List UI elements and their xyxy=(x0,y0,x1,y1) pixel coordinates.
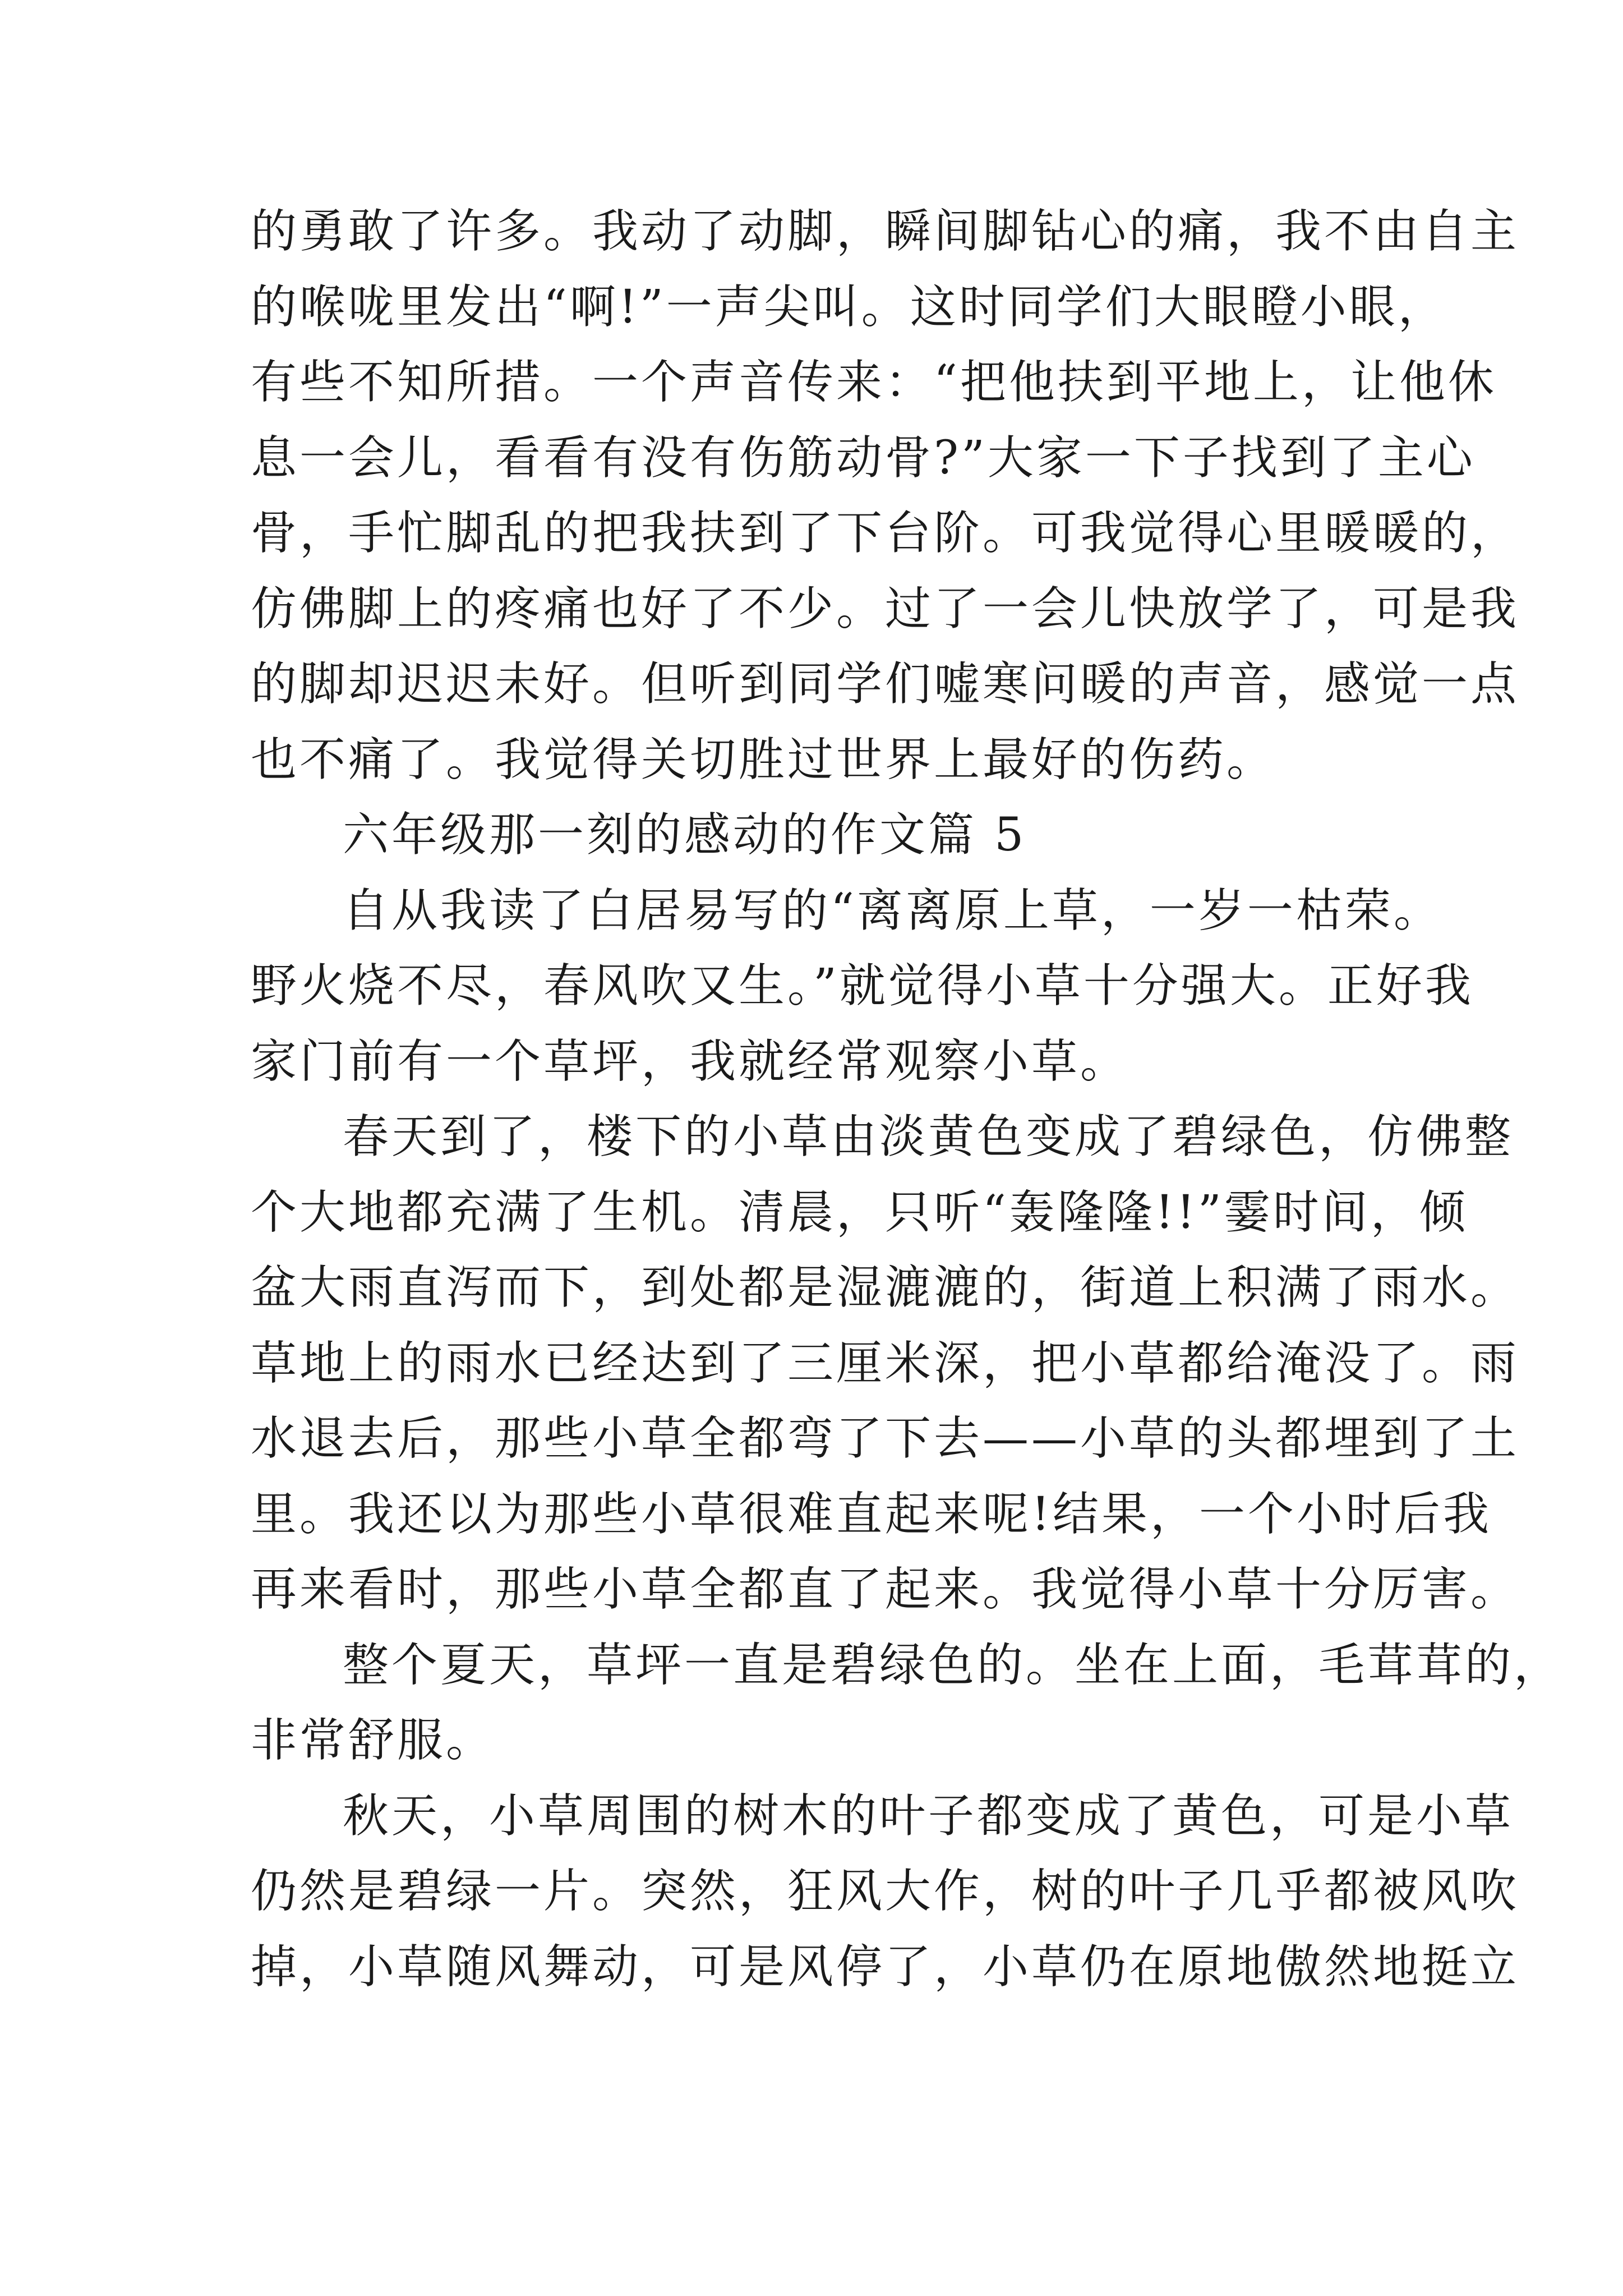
text-line: 的勇敢了许多。我动了动脚，瞬间脚钻心的痛，我不由自主 xyxy=(251,205,1520,258)
paragraph-first-line: 秋天，小草周围的树木的叶子都变成了黄色，可是小草 xyxy=(343,1789,1514,1843)
text-line: 也不痛了。我觉得关切胜过世界上最好的伤药。 xyxy=(251,733,1276,786)
text-line: 里。我还以为那些小草很难直起来呢!结果，一个小时后我 xyxy=(251,1487,1492,1541)
text-line: 仍然是碧绿一片。突然，狂风大作，树的叶子几乎都被风吹 xyxy=(251,1865,1520,1918)
text-line: 草地上的雨水已经达到了三厘米深，把小草都给淹没了。雨 xyxy=(251,1336,1520,1390)
text-line: 有些不知所措。一个声音传来：“把他扶到平地上，让他休 xyxy=(251,356,1497,409)
text-line: 的喉咙里发出“啊!”一声尖叫。这时同学们大眼瞪小眼， xyxy=(251,280,1447,334)
paragraph-first-line: 整个夏天，草坪一直是碧绿色的。坐在上面，毛茸茸的， xyxy=(343,1638,1563,1692)
section-heading: 六年级那一刻的感动的作文篇 5 xyxy=(343,808,1027,862)
text-line: 个大地都充满了生机。清晨，只听“轰隆隆!!”霎时间，倾 xyxy=(251,1185,1468,1239)
text-line: 的脚却迟迟未好。但听到同学们嘘寒问暖的声音，感觉一点 xyxy=(251,657,1520,711)
text-line: 骨，手忙脚乱的把我扶到了下台阶。可我觉得心里暖暖的， xyxy=(251,507,1520,560)
text-line: 野火烧不尽，春风吹又生。”就觉得小草十分强大。正好我 xyxy=(251,959,1474,1013)
essay-body xyxy=(251,194,1563,2005)
text-line: 家门前有一个草坪，我就经常观察小草。 xyxy=(251,1034,1129,1088)
text-line: 仿佛脚上的疼痛也好了不少。过了一会儿快放学了，可是我 xyxy=(251,582,1520,636)
text-line: 掉，小草随风舞动，可是风停了，小草仍在原地傲然地挺立 xyxy=(251,1940,1520,1994)
paragraph-first-line: 春天到了，楼下的小草由淡黄色变成了碧绿色，仿佛整 xyxy=(343,1110,1514,1163)
text-line: 盆大雨直泻而下，到处都是湿漉漉的，街道上积满了雨水。 xyxy=(251,1261,1520,1314)
text-line: 再来看时，那些小草全都直了起来。我觉得小草十分厉害。 xyxy=(251,1563,1520,1616)
paragraph-first-line: 自从我读了白居易写的“离离原上草，一岁一枯荣。 xyxy=(343,884,1442,937)
text-line: 息一会儿，看看有没有伤筋动骨?”大家一下子找到了主心 xyxy=(251,431,1476,485)
text-line: 水退去后，那些小草全都弯了下去——小草的头都埋到了土 xyxy=(251,1412,1520,1465)
text-line: 非常舒服。 xyxy=(251,1714,495,1767)
